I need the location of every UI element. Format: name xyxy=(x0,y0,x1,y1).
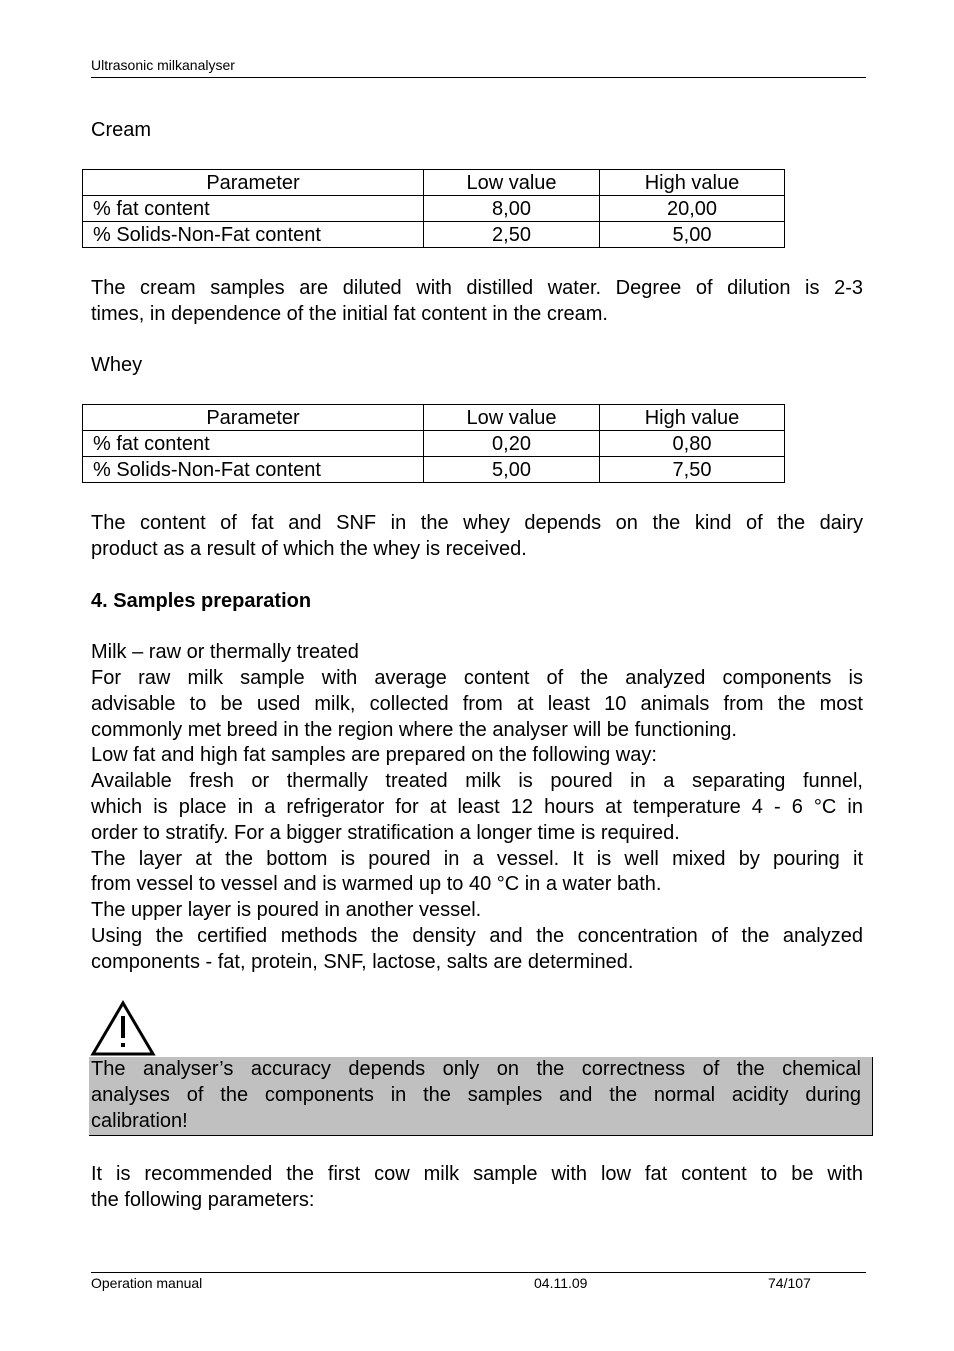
warning-text xyxy=(91,1057,861,1134)
text-line: The content of fat and SNF in the whey depends on the kind of the dairy xyxy=(91,512,863,534)
text-line: times, in dependence of the initial fat content in the cream. xyxy=(91,302,608,325)
text-line: from vessel to vessel and is warmed up to 40 °C in a water bath. xyxy=(91,873,662,896)
warning-triangle-icon xyxy=(90,1000,156,1057)
text-line: Low fat and high fat samples are prepared on the following way: xyxy=(91,744,657,767)
parameter-cell: % Solids-Non-Fat content xyxy=(83,457,424,483)
text-line: calibration! xyxy=(91,1109,188,1132)
text-line: components - fat, protein, SNF, lactose, salts are determined. xyxy=(91,950,634,973)
table-header-row xyxy=(83,170,785,196)
parameter-cell: % Solids-Non-Fat content xyxy=(83,222,424,248)
footer-rule xyxy=(91,1272,866,1273)
column-header: Low value xyxy=(424,170,600,196)
parameter-cell: % fat content xyxy=(83,196,424,222)
text-line: The analyser’s accuracy depends only on the correctness of the chemical xyxy=(91,1058,861,1080)
section-body xyxy=(91,666,863,976)
table-row xyxy=(83,431,785,457)
footer-page-number: 74/107 xyxy=(768,1275,811,1291)
footer-document-name: Operation manual xyxy=(91,1275,203,1291)
cream-table xyxy=(82,169,785,248)
table-row xyxy=(83,196,785,222)
text-line: advisable to be used milk, collected from at least 10 animals from the most xyxy=(91,692,863,715)
text-line: For raw milk sample with average content of the analyzed components is xyxy=(91,667,863,689)
text-line: which is place in a refrigerator for at least 12 hours at temperature 4 - 6 °C in xyxy=(91,795,863,818)
high-value-cell: 5,00 xyxy=(600,222,785,248)
column-header: Parameter xyxy=(83,405,424,431)
column-header: Parameter xyxy=(83,170,424,196)
footer-date: 04.11.09 xyxy=(534,1275,588,1291)
text-line: commonly met breed in the region where the analyser will be functioning. xyxy=(91,718,737,741)
text-line: analyses of the components in the samples and the normal acidity during xyxy=(91,1083,861,1106)
table-row xyxy=(83,222,785,248)
high-value-cell: 7,50 xyxy=(600,457,785,483)
header-rule xyxy=(91,77,866,78)
table-row xyxy=(83,457,785,483)
parameter-cell: % fat content xyxy=(83,431,424,457)
high-value-cell: 0,80 xyxy=(600,431,785,457)
column-header: Low value xyxy=(424,405,600,431)
whey-table xyxy=(82,404,785,483)
cream-note xyxy=(91,276,863,328)
text-line: The cream samples are diluted with distilled water. Degree of dilution is 2-3 xyxy=(91,277,863,299)
low-value-cell: 5,00 xyxy=(424,457,600,483)
low-value-cell: 0,20 xyxy=(424,431,600,457)
section-heading: 4. Samples preparation xyxy=(91,590,312,612)
column-header: High value xyxy=(600,170,785,196)
section-subheading: Milk – raw or thermally treated xyxy=(91,641,359,663)
text-line: product as a result of which the whey is received. xyxy=(91,537,527,560)
cream-heading: Cream xyxy=(91,119,152,141)
text-line: Using the certified methods the density and the concentration of the analyzed xyxy=(91,924,863,947)
warning-box xyxy=(89,1057,873,1136)
table-header-row xyxy=(83,405,785,431)
whey-heading: Whey xyxy=(91,354,143,376)
high-value-cell: 20,00 xyxy=(600,196,785,222)
whey-note xyxy=(91,511,863,563)
text-line: The upper layer is poured in another vessel. xyxy=(91,899,482,922)
low-value-cell: 2,50 xyxy=(424,222,600,248)
column-header: High value xyxy=(600,405,785,431)
text-line: It is recommended the first cow milk sample with low fat content to be with xyxy=(91,1163,863,1185)
text-line: The layer at the bottom is poured in a vessel. It is well mixed by pouring it xyxy=(91,847,863,870)
recommendation-text xyxy=(91,1162,863,1214)
text-line: the following parameters: xyxy=(91,1188,315,1211)
text-line: Available fresh or thermally treated milk is poured in a separating funnel, xyxy=(91,770,863,793)
running-header: Ultrasonic milkanalyser xyxy=(91,57,235,73)
low-value-cell: 8,00 xyxy=(424,196,600,222)
text-line: order to stratify. For a bigger stratification a longer time is required. xyxy=(91,821,680,844)
